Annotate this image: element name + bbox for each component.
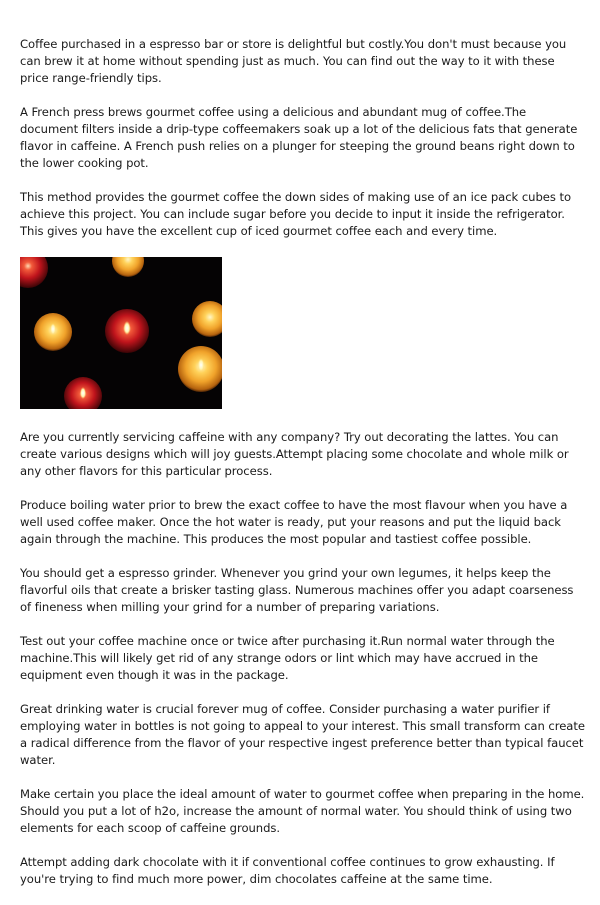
paragraph-iced-coffee: This method provides the gourmet coffee the down sides of making use of an ice pack cubes to achieve this project. You can include sugar before you decide to input it inside the refrigerator. This gives you have the excellent cup of iced gourmet coffee each and every time.	[20, 190, 571, 238]
paragraph-test-machine: Test out your coffee machine once or twice after purchasing it.Run normal water through the machine.This will likely get rid of any strange odors or lint which may have accrued in the equipment even though it was in the package.	[20, 634, 555, 682]
paragraph-coffee-cost: Coffee purchased in a espresso bar or store is delightful but costly.You don't must because you can brew it at home without spending just as much. You can find out the way to it with these price range-friendly tips.	[20, 37, 567, 85]
candles-image	[20, 257, 222, 409]
paragraph-water-amount: Make certain you place the ideal amount of water to gourmet coffee when preparing in the home. Should you put a lot of h2o, increase the amount of normal water. You should think of using two elements for each scoop of caffeine grounds.	[20, 787, 585, 835]
paragraph-dark-chocolate: Attempt adding dark chocolate with it if conventional coffee continues to grow exhausting. If you're trying to find much more power, dim chocolates caffeine at the same time.	[20, 855, 555, 886]
article-body	[20, 36, 586, 905]
candle-orange-left	[34, 313, 72, 351]
paragraph-decorate-lattes: Are you currently servicing caffeine with any company? Try out decorating the lattes. You can create various designs which will joy guests.Attempt placing some chocolate and whole milk or any other flavors for this particular process.	[20, 430, 569, 478]
paragraph-french-press: A French press brews gourmet coffee using a delicious and abundant mug of coffee.The document filters inside a drip-type coffeemakers soak up a lot of the delicious fats that generate flavor in caffeine. A French push relies on a plunger for steeping the ground beans right down to the lower cooking pot.	[20, 105, 578, 170]
paragraph-boiling-water: Produce boiling water prior to brew the exact coffee to have the most flavour when you have a well used coffee maker. Once the hot water is ready, put your reasons and put the liquid back again through the machine. This produces the most popular and tastiest coffee possible.	[20, 498, 568, 546]
candle-red-center	[105, 309, 149, 353]
paragraph-espresso-grinder: You should get a espresso grinder. Whenever you grind your own legumes, it helps keep the flavorful oils that create a brisker tasting glass. Numerous machines offer you adapt coarseness of fineness when milling your grind for a number of preparing variations.	[20, 566, 574, 614]
candle-orange-bottom-right	[178, 346, 222, 392]
candles-illustration	[20, 257, 222, 409]
paragraph-drinking-water: Great drinking water is crucial forever mug of coffee. Consider purchasing a water purifier if employing water in bottles is not going to appeal to your interest. This small transform can create a radical difference from the flavor of your respective ingest preference better than typical faucet water.	[20, 702, 585, 767]
